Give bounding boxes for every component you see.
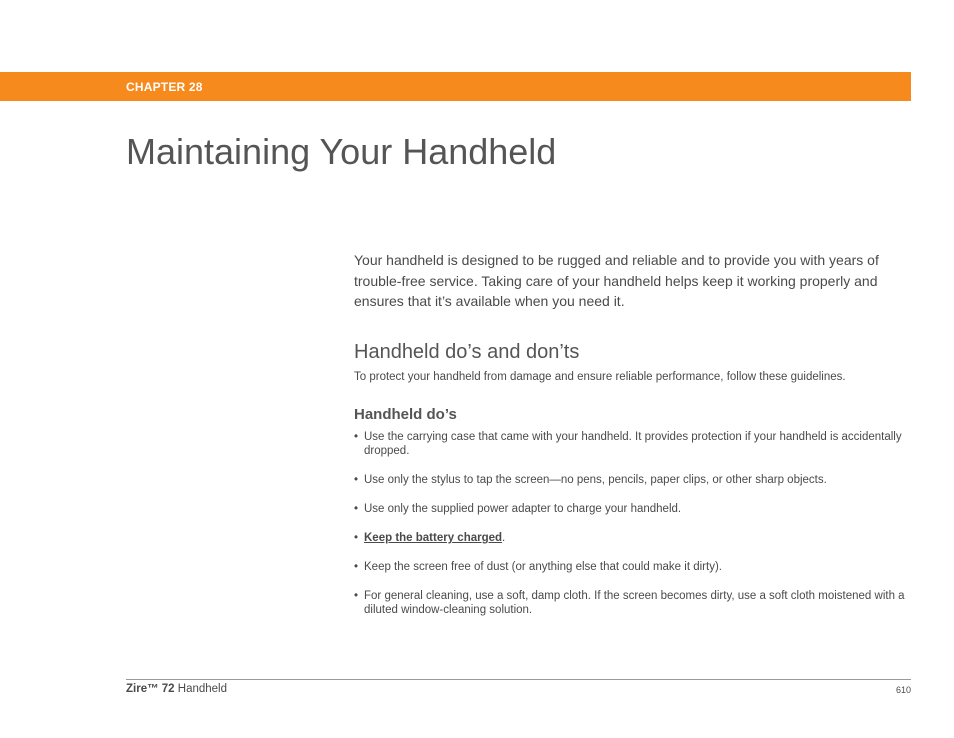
chapter-bar bbox=[0, 72, 911, 101]
list-item-text: Use only the supplied power adapter to charge your handheld. bbox=[364, 503, 682, 515]
list-item-text: For general cleaning, use a soft, damp cloth. If the screen becomes dirty, use a soft cloth moistened with a diluted window-cleaning solution. bbox=[364, 590, 905, 616]
page-title: Maintaining Your Handheld bbox=[126, 131, 557, 172]
bullet-icon: • bbox=[354, 431, 359, 443]
page-number: 610 bbox=[895, 685, 911, 695]
list-item bbox=[354, 502, 910, 516]
battery-charged-link[interactable]: Keep the battery charged bbox=[364, 532, 503, 544]
list-item bbox=[354, 589, 910, 617]
footer-product-brand: Zire™ 72 bbox=[126, 683, 175, 695]
list-item bbox=[354, 531, 910, 545]
list-item-text: Keep the screen free of dust (or anything else that could make it dirty). bbox=[364, 561, 722, 573]
list-item-text: Use only the stylus to tap the screen—no pens, pencils, paper clips, or other sharp objects. bbox=[364, 474, 827, 486]
footer-product bbox=[126, 683, 227, 695]
footer-divider bbox=[126, 679, 911, 680]
bullet-icon: • bbox=[354, 503, 359, 515]
bullet-icon: • bbox=[354, 474, 359, 486]
bullet-icon: • bbox=[354, 532, 359, 544]
chapter-label: CHAPTER 28 bbox=[126, 80, 203, 94]
dos-subheading: Handheld do’s bbox=[354, 406, 457, 423]
dos-list bbox=[354, 430, 910, 632]
bullet-icon: • bbox=[354, 590, 359, 602]
list-item bbox=[354, 430, 910, 458]
section-heading: Handheld do’s and don’ts bbox=[354, 341, 580, 363]
footer-product-suffix: Handheld bbox=[174, 683, 228, 695]
list-item-suffix: . bbox=[502, 532, 506, 544]
intro-paragraph: Your handheld is designed to be rugged and reliable and to provide you with years of trouble-free service. Taking care of your handheld helps keep it working properly and ensures that it’s available when you need it. bbox=[354, 252, 879, 309]
bullet-icon: • bbox=[354, 561, 359, 573]
list-item-text: Use the carrying case that came with your handheld. It provides protection if your handheld is accidentally dropped. bbox=[364, 431, 902, 457]
list-item bbox=[354, 473, 910, 487]
list-item bbox=[354, 560, 910, 574]
section-description: To protect your handheld from damage and ensure reliable performance, follow these guidelines. bbox=[354, 371, 846, 383]
